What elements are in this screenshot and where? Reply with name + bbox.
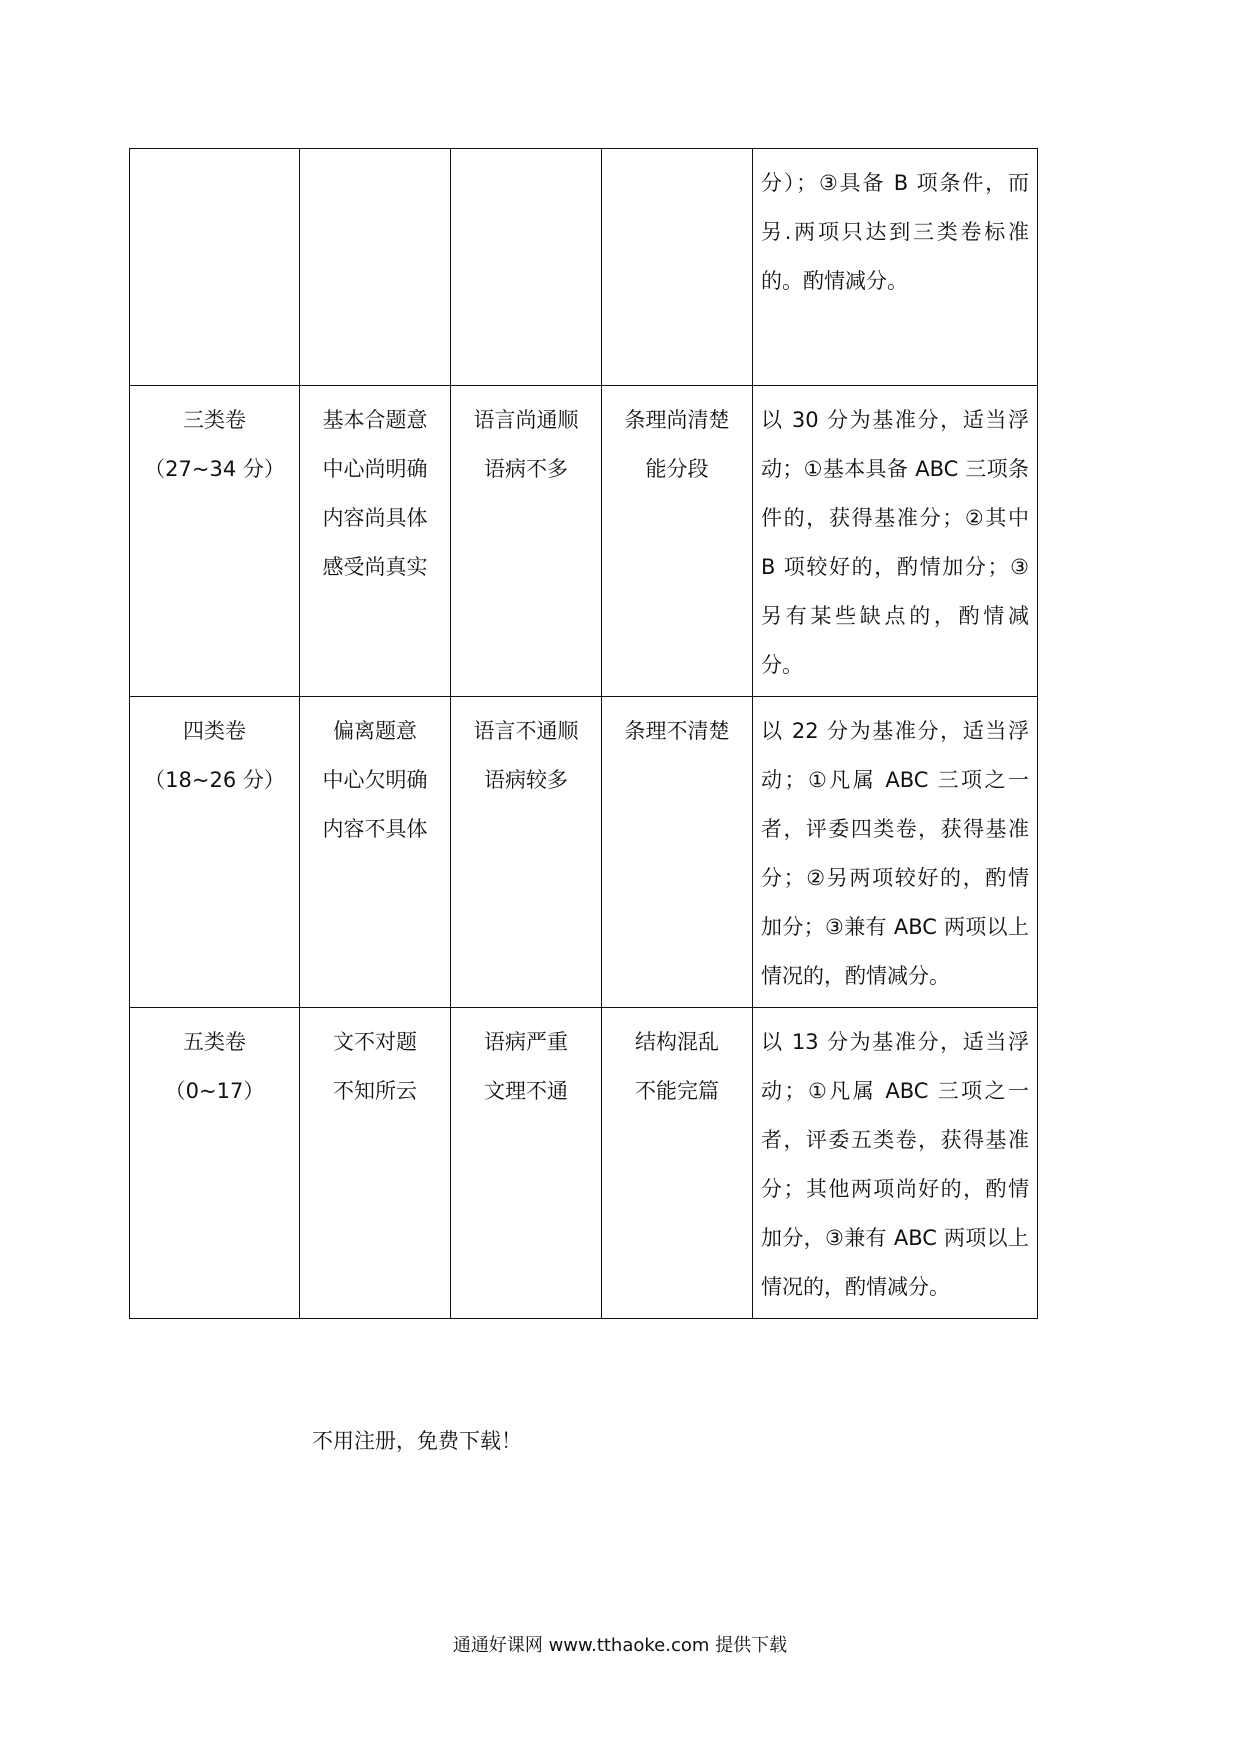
criterion-line: 条理不清楚 [624, 719, 730, 743]
content-cell [300, 697, 451, 1008]
level-cell [130, 1008, 300, 1319]
criterion-line: 语言不通顺 [473, 719, 579, 743]
criterion-line: 语言尚通顺 [473, 408, 579, 432]
scoring-rule-text: 以 13 分为基准分，适当浮动；①凡属 ABC 三项之一者，评委五类卷，获得基准分；其他两项尚好的，酌情加分，③兼有 ABC 两项以上情况的，酌情减分。 [761, 1030, 1029, 1299]
criterion-line: 偏离题意 [333, 719, 417, 743]
scoring-rule-text: 分）；③具备 B 项条件，而另.两项只达到三类卷标准的。酌情减分。 [761, 171, 1029, 293]
criterion-line: 基本合题意 [322, 408, 428, 432]
criterion-line: 语病较多 [484, 768, 568, 792]
criterion-line: 结构混乱 [635, 1030, 719, 1054]
scoring-rule-text: 以 22 分为基准分，适当浮动；①凡属 ABC 三项之一者，评委四类卷，获得基准分；②另两项较好的，酌情加分；③兼有 ABC 两项以上情况的，酌情减分。 [761, 719, 1029, 988]
criterion-line: 条理尚清楚 [624, 408, 730, 432]
content-cell [300, 1008, 451, 1319]
level-name: 五类卷 [183, 1030, 246, 1054]
scoring-rule-cell [753, 697, 1038, 1008]
table-row [130, 697, 1038, 1008]
free-download-note: 不用注册，免费下载！ [312, 1429, 522, 1453]
criterion-line: 内容尚具体 [322, 506, 428, 530]
criterion-line: 能分段 [645, 457, 709, 481]
level-cell [130, 386, 300, 697]
criterion-line: 语病严重 [484, 1030, 568, 1054]
table-row [130, 386, 1038, 697]
criterion-line: 内容不具体 [322, 817, 428, 841]
language-cell [451, 386, 602, 697]
table-row [130, 1008, 1038, 1319]
structure-cell [602, 149, 753, 386]
criterion-line: 语病不多 [484, 457, 568, 481]
language-cell [451, 149, 602, 386]
level-cell [130, 149, 300, 386]
grading-table [129, 148, 1038, 1319]
criterion-line: 不能完篇 [635, 1079, 719, 1103]
level-score-range: （18~26 分） [144, 768, 285, 792]
structure-cell [602, 386, 753, 697]
level-name: 三类卷 [183, 408, 246, 432]
scoring-rule-text: 以 30 分为基准分，适当浮动；①基本具备 ABC 三项条件的，获得基准分；②其中 B 项较好的，酌情加分；③另有某些缺点的，酌情减分。 [761, 408, 1029, 677]
scoring-rule-cell [753, 149, 1038, 386]
scoring-rule-cell [753, 1008, 1038, 1319]
level-name: 四类卷 [183, 719, 246, 743]
criterion-line: 文理不通 [484, 1079, 568, 1103]
scoring-rule-cell [753, 386, 1038, 697]
criterion-line: 文不对题 [333, 1030, 417, 1054]
criterion-line: 感受尚真实 [322, 555, 428, 579]
level-score-range: （27~34 分） [144, 457, 285, 481]
structure-cell [602, 697, 753, 1008]
language-cell [451, 697, 602, 1008]
criterion-line: 中心欠明确 [322, 768, 428, 792]
level-score-range: （0~17） [164, 1079, 265, 1103]
criterion-line: 中心尚明确 [322, 457, 428, 481]
language-cell [451, 1008, 602, 1319]
content-cell [300, 386, 451, 697]
content-cell [300, 149, 451, 386]
page-footer: 通通好课网 www.tthaoke.com 提供下载 [452, 1635, 788, 1656]
structure-cell [602, 1008, 753, 1319]
table-row [130, 149, 1038, 386]
criterion-line: 不知所云 [333, 1079, 417, 1103]
level-cell [130, 697, 300, 1008]
